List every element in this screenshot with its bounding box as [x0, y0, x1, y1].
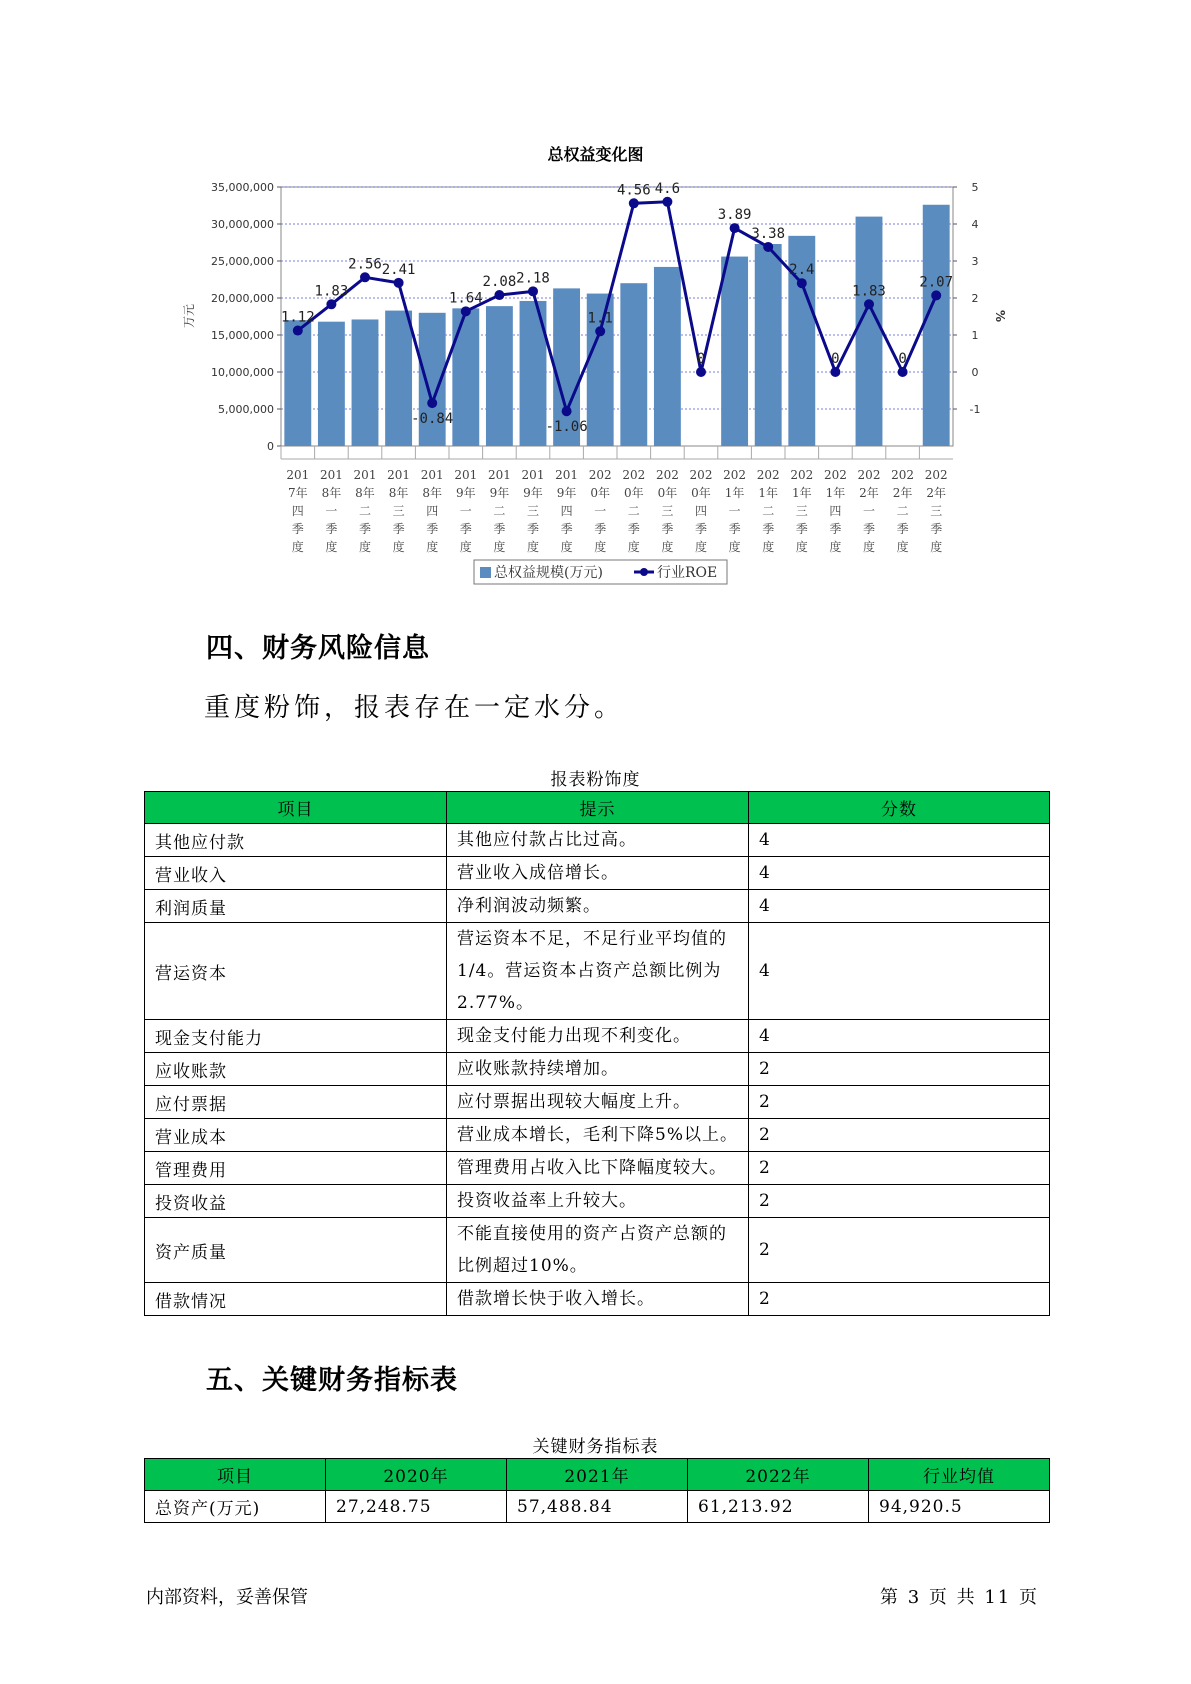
x-tick-label: 201 [420, 468, 444, 482]
x-tick-label: 1年 [825, 486, 846, 500]
cell-score: 4 [749, 1020, 1050, 1053]
x-tick-label: 8年 [388, 486, 409, 500]
roe-point [562, 406, 572, 416]
x-tick-label: 度 [829, 540, 842, 554]
x-tick-label: 202 [924, 468, 948, 482]
roe-point [528, 286, 538, 296]
y2-tick-label: 4 [971, 218, 979, 231]
section4-heading: 四、财务风险信息 [206, 633, 430, 664]
window-dressing-table [144, 791, 1050, 1316]
table-row [145, 1152, 1050, 1185]
x-tick-label: 201 [521, 468, 545, 482]
x-tick-label: 季 [896, 522, 909, 536]
x-tick-label: 二 [762, 504, 775, 518]
x-tick-label: 0年 [657, 486, 678, 500]
roe-data-label: 2.41 [381, 261, 416, 278]
equity-chart [0, 0, 1191, 600]
x-tick-label: 三 [526, 504, 540, 518]
x-tick-label: 9年 [556, 486, 577, 500]
cell-hint: 应付票据出现较大幅度上升。 [447, 1086, 749, 1119]
table-row [145, 1086, 1050, 1119]
bar [352, 319, 379, 446]
footer-page-number: 第 3 页 共 11 页 [880, 1587, 1039, 1608]
roe-data-label: 4.56 [616, 182, 651, 199]
table-row [145, 1283, 1050, 1316]
x-tick-label: 三 [930, 504, 943, 518]
x-tick-label: 202 [790, 468, 814, 482]
x-tick-label: 202 [655, 468, 679, 482]
roe-data-label: 1.83 [314, 283, 349, 300]
x-tick-label: 201 [555, 468, 579, 482]
roe-point [461, 306, 471, 316]
cell-hint: 其他应付款占比过高。 [447, 824, 749, 857]
cell-score: 2 [749, 1218, 1050, 1283]
roe-point [830, 367, 840, 377]
section5-heading: 五、关键财务指标表 [206, 1365, 458, 1396]
table-header-row [145, 1459, 1050, 1491]
table-row [145, 1020, 1050, 1053]
y2-tick-label: 5 [971, 181, 979, 194]
x-tick-label: 二 [493, 504, 506, 518]
x-tick-label: 度 [560, 540, 573, 554]
roe-data-label: 0 [831, 351, 840, 367]
cell-2022: 61,213.92 [688, 1491, 869, 1523]
x-tick-label: 季 [325, 522, 338, 536]
roe-data-label: 2.08 [482, 274, 517, 291]
x-tick-label: 四 [829, 504, 842, 518]
legend-label-line: 行业ROE [657, 565, 718, 581]
y-tick-label: 30,000,000 [211, 218, 274, 231]
cell-item: 利润质量 [145, 890, 447, 923]
table-header-row [145, 792, 1050, 824]
x-tick-label: 度 [795, 540, 808, 554]
x-tick-label: 四 [426, 504, 439, 518]
x-tick-label: 一 [325, 504, 338, 518]
y2-tick-label: 3 [971, 255, 979, 268]
bar [923, 205, 950, 446]
y2-tick-label: 0 [971, 366, 979, 379]
cell-hint: 净利润波动频繁。 [447, 890, 749, 923]
x-tick-label: 季 [930, 522, 943, 536]
cell-score: 4 [749, 923, 1050, 1020]
y2-axis-label: % [993, 309, 1007, 323]
x-tick-label: 一 [728, 504, 741, 518]
roe-data-label: 2.56 [348, 256, 382, 273]
cell-score: 2 [749, 1086, 1050, 1119]
cell-score: 4 [749, 824, 1050, 857]
y-tick-label: 10,000,000 [211, 366, 274, 379]
cell-item: 借款情况 [145, 1283, 447, 1316]
x-tick-label: 度 [392, 540, 405, 554]
y-tick-label: 35,000,000 [211, 181, 274, 194]
y2-tick-label: 2 [971, 292, 979, 305]
x-tick-label: 202 [857, 468, 881, 482]
bar [486, 306, 513, 446]
x-tick-label: 2年 [859, 486, 879, 500]
header-item: 项目 [145, 1459, 326, 1491]
roe-point [394, 278, 404, 288]
bar [620, 283, 647, 446]
roe-data-label: 2.4 [789, 262, 815, 279]
roe-data-label: 3.89 [717, 207, 752, 224]
cell-score: 2 [749, 1152, 1050, 1185]
roe-point [494, 290, 504, 300]
header-2021: 2021年 [507, 1459, 688, 1491]
x-tick-label: 季 [459, 522, 472, 536]
header-score: 分数 [749, 792, 1050, 824]
x-tick-label: 度 [862, 540, 876, 554]
x-tick-label: 202 [689, 468, 713, 482]
x-tick-label: 201 [454, 468, 478, 482]
x-tick-label: 1年 [758, 486, 779, 500]
x-tick-label: 三 [795, 504, 808, 518]
cell-item: 总资产(万元) [145, 1491, 326, 1523]
roe-data-label: 1.83 [852, 283, 886, 300]
bar [318, 322, 345, 446]
x-tick-label: 度 [930, 540, 943, 554]
footer-confidential-note: 内部资料，妥善保管 [146, 1587, 308, 1608]
x-tick-label: 度 [459, 540, 472, 554]
x-tick-label: 201 [286, 468, 310, 482]
table-row [145, 923, 1050, 1020]
x-tick-label: 201 [319, 468, 343, 482]
x-tick-label: 度 [728, 540, 741, 554]
x-tick-label: 202 [723, 468, 747, 482]
cell-item: 其他应付款 [145, 824, 447, 857]
y-tick-label: 5,000,000 [218, 403, 274, 416]
header-hint: 提示 [447, 792, 749, 824]
x-tick-label: 202 [588, 468, 612, 482]
x-tick-label: 度 [762, 540, 775, 554]
roe-data-label: 1.12 [280, 309, 315, 326]
y-tick-label: 20,000,000 [211, 292, 274, 305]
cell-hint: 不能直接使用的资产占资产总额的比例超过10%。 [447, 1218, 749, 1283]
x-tick-label: 二 [896, 504, 909, 518]
x-tick-label: 一 [862, 504, 876, 518]
roe-point [696, 367, 706, 377]
x-tick-label: 三 [392, 504, 405, 518]
header-2020: 2020年 [326, 1459, 507, 1491]
roe-point [898, 367, 908, 377]
x-tick-label: 8年 [321, 486, 342, 500]
roe-point [797, 278, 807, 288]
roe-data-label: 0 [898, 351, 907, 367]
x-tick-label: 度 [493, 540, 506, 554]
x-tick-label: 四 [694, 504, 708, 518]
cell-item: 营业收入 [145, 857, 447, 890]
table-caption-key-indicators: 关键财务指标表 [532, 1437, 659, 1457]
bar [721, 257, 748, 446]
roe-point [864, 299, 874, 309]
x-tick-label: 度 [426, 540, 439, 554]
x-tick-label: 201 [353, 468, 377, 482]
x-tick-label: 三 [661, 504, 674, 518]
chart-title: 总权益变化图 [547, 145, 644, 164]
x-tick-label: 季 [795, 522, 808, 536]
x-tick-label: 201 [387, 468, 411, 482]
cell-hint: 营业成本增长，毛利下降5%以上。 [447, 1119, 749, 1152]
cell-item: 现金支付能力 [145, 1020, 447, 1053]
cell-score: 2 [749, 1283, 1050, 1316]
x-tick-label: 201 [487, 468, 511, 482]
x-tick-label: 7年 [287, 486, 308, 500]
roe-point [360, 272, 370, 282]
cell-score: 2 [749, 1053, 1050, 1086]
y2-tick-label: 1 [971, 329, 979, 342]
roe-data-label: -0.84 [411, 411, 454, 428]
table-caption-window-dressing: 报表粉饰度 [550, 770, 641, 790]
roe-data-label: -1.06 [545, 419, 588, 436]
table-row [145, 890, 1050, 923]
roe-data-label: 2.18 [516, 270, 550, 287]
table-row [145, 824, 1050, 857]
x-tick-label: 9年 [489, 486, 510, 500]
x-tick-label: 1年 [724, 486, 745, 500]
x-tick-label: 季 [560, 522, 573, 536]
x-tick-label: 度 [325, 540, 338, 554]
risk-summary-paragraph: 重度粉饰，报表存在一定水分。 [204, 693, 625, 723]
header-item: 项目 [145, 792, 447, 824]
roe-point [326, 299, 336, 309]
x-tick-label: 202 [891, 468, 915, 482]
x-tick-label: 季 [862, 522, 876, 536]
y-tick-label: 25,000,000 [211, 255, 274, 268]
x-tick-label: 度 [694, 540, 708, 554]
roe-point [427, 398, 437, 408]
roe-data-label: 3.38 [751, 225, 786, 242]
bar [452, 308, 479, 446]
cell-score: 4 [749, 890, 1050, 923]
x-tick-label: 度 [627, 540, 640, 554]
roe-data-label: 1.64 [448, 290, 483, 307]
x-tick-label: 0年 [691, 486, 711, 500]
roe-data-label: 0 [696, 351, 706, 367]
x-tick-label: 季 [728, 522, 741, 536]
table-row [145, 1491, 1050, 1523]
cell-score: 2 [749, 1119, 1050, 1152]
legend-label-bar: 总权益规模(万元) [494, 565, 603, 581]
x-tick-label: 度 [291, 540, 304, 554]
cell-industry-avg: 94,920.5 [869, 1491, 1050, 1523]
cell-hint: 营运资本不足，不足行业平均值的1/4。营运资本占资产总额比例为2.77%。 [447, 923, 749, 1020]
roe-point [931, 290, 941, 300]
x-tick-label: 202 [622, 468, 646, 482]
cell-hint: 现金支付能力出现不利变化。 [447, 1020, 749, 1053]
x-tick-label: 季 [426, 522, 439, 536]
bar [385, 311, 412, 446]
cell-hint: 应收账款持续增加。 [447, 1053, 749, 1086]
cell-hint: 营业收入成倍增长。 [447, 857, 749, 890]
x-tick-label: 202 [756, 468, 780, 482]
bar [755, 244, 782, 446]
table-row [145, 1218, 1050, 1283]
y-tick-label: 15,000,000 [211, 329, 274, 342]
x-tick-label: 四 [291, 504, 304, 518]
x-tick-label: 2年 [892, 486, 913, 500]
x-tick-label: 度 [594, 540, 607, 554]
roe-point [595, 326, 605, 336]
cell-item: 管理费用 [145, 1152, 447, 1185]
x-tick-label: 季 [291, 522, 304, 536]
legend-swatch-bar [480, 567, 491, 578]
cell-hint: 投资收益率上升较大。 [447, 1185, 749, 1218]
roe-data-label: 4.6 [654, 180, 681, 197]
x-tick-label: 季 [358, 522, 372, 536]
x-tick-label: 季 [694, 522, 708, 536]
cell-hint: 借款增长快于收入增长。 [447, 1283, 749, 1316]
x-tick-label: 季 [829, 522, 842, 536]
x-tick-label: 一 [594, 504, 607, 518]
y2-tick-label: -1 [969, 403, 981, 416]
x-tick-label: 9年 [523, 486, 543, 500]
cell-item: 营运资本 [145, 923, 447, 1020]
cell-item: 资产质量 [145, 1218, 447, 1283]
header-2022: 2022年 [688, 1459, 869, 1491]
x-tick-label: 季 [762, 522, 775, 536]
plot-area [281, 187, 953, 446]
x-tick-label: 一 [459, 504, 472, 518]
cell-item: 营业成本 [145, 1119, 447, 1152]
x-tick-label: 度 [358, 540, 372, 554]
x-tick-label: 度 [526, 540, 540, 554]
x-tick-label: 2年 [926, 486, 947, 500]
cell-item: 应收账款 [145, 1053, 447, 1086]
cell-score: 4 [749, 857, 1050, 890]
bar [284, 320, 311, 446]
cell-item: 应付票据 [145, 1086, 447, 1119]
x-tick-label: 季 [594, 522, 607, 536]
bar [856, 217, 883, 446]
table-row [145, 1053, 1050, 1086]
roe-point [629, 198, 639, 208]
x-tick-label: 四 [560, 504, 573, 518]
x-tick-label: 季 [661, 522, 674, 536]
key-indicators-table [144, 1458, 1050, 1523]
y-axis-label: 万元 [182, 303, 196, 329]
x-tick-label: 二 [358, 504, 372, 518]
legend-swatch-point [640, 568, 648, 576]
cell-hint: 管理费用占收入比下降幅度较大。 [447, 1152, 749, 1185]
table-row [145, 1119, 1050, 1152]
roe-point [730, 223, 740, 233]
x-tick-label: 8年 [355, 486, 375, 500]
x-tick-label: 季 [392, 522, 405, 536]
x-tick-label: 8年 [422, 486, 443, 500]
cell-item: 投资收益 [145, 1185, 447, 1218]
header-industry-avg: 行业均值 [869, 1459, 1050, 1491]
cell-2020: 27,248.75 [326, 1491, 507, 1523]
roe-data-label: 2.07 [919, 274, 954, 291]
roe-data-label: 1.1 [587, 310, 613, 327]
roe-point [763, 242, 773, 252]
x-tick-label: 季 [627, 522, 640, 536]
x-tick-label: 0年 [623, 486, 644, 500]
y-tick-label: 0 [267, 440, 274, 453]
x-tick-label: 0年 [590, 486, 611, 500]
x-tick-label: 季 [526, 522, 540, 536]
x-tick-label: 二 [627, 504, 640, 518]
roe-point [662, 197, 672, 207]
cell-2021: 57,488.84 [507, 1491, 688, 1523]
bar [654, 267, 681, 446]
cell-score: 2 [749, 1185, 1050, 1218]
x-tick-label: 202 [823, 468, 847, 482]
table-row [145, 857, 1050, 890]
x-tick-label: 1年 [791, 486, 812, 500]
roe-point [293, 326, 303, 336]
x-tick-label: 季 [493, 522, 506, 536]
x-tick-label: 度 [896, 540, 909, 554]
table-row [145, 1185, 1050, 1218]
x-tick-label: 度 [661, 540, 674, 554]
x-tick-label: 9年 [455, 486, 476, 500]
